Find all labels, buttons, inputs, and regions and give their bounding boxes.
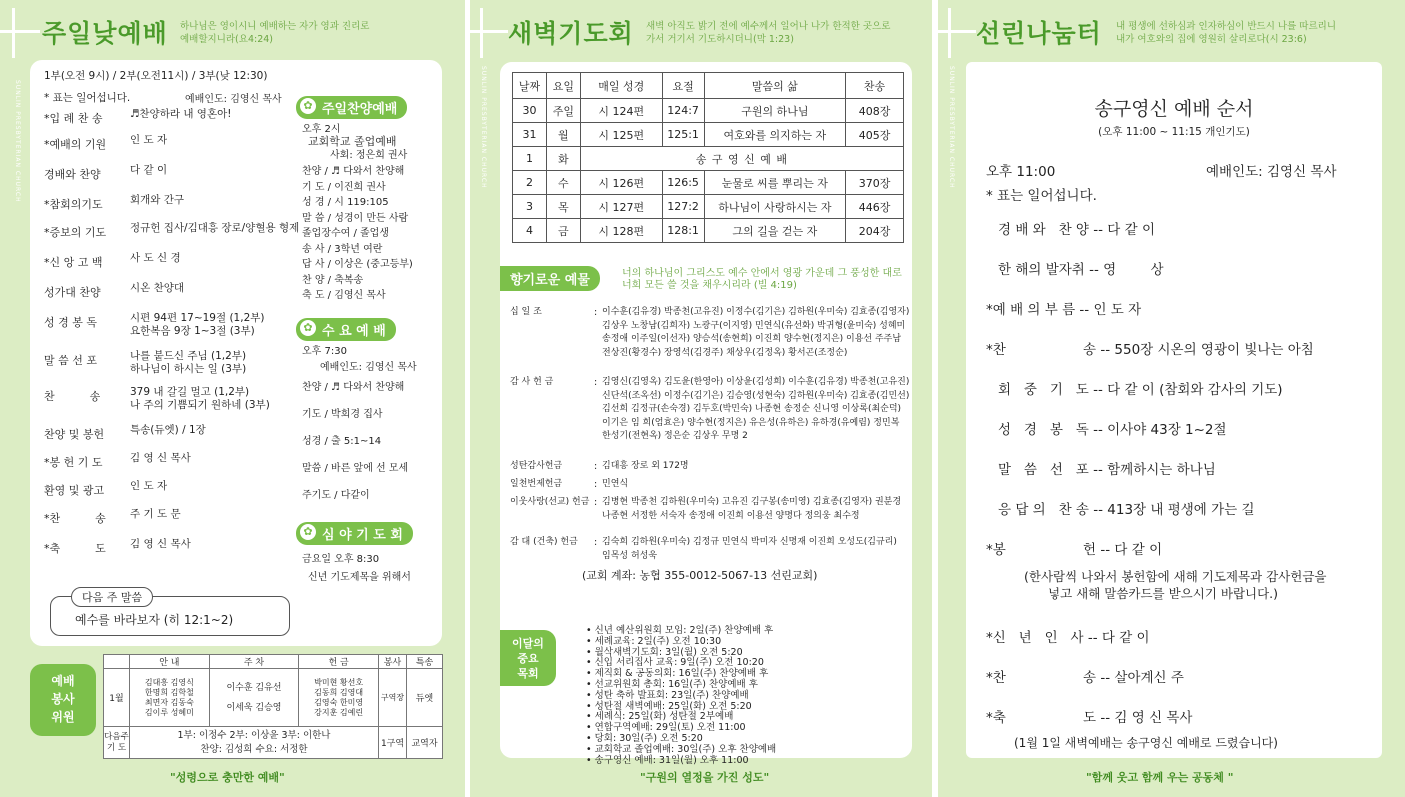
worship-leader: 예배인도: 김영신 목사 <box>1206 164 1337 180</box>
colon: : <box>594 377 598 388</box>
order-label: 찬양 및 봉헌 <box>44 428 105 441</box>
table-cell: 시 128편 <box>580 219 662 243</box>
sunday-praise-event: 교회학교 졸업예배 <box>308 135 397 148</box>
offering-names: 김숙희 김하원(우미숙) 김정규 민연식 박미자 신명재 이진희 오성도(김규리) <box>602 537 897 547</box>
worship-leader: 예배인도: 김영신 목사 <box>185 94 282 105</box>
offering-label: 십 일 조 <box>510 307 542 317</box>
sunday-praise-badge: ✿ 주일찬양예배 <box>296 96 407 119</box>
offering-verse: 너의 하나님이 그리스도 예수 안에서 영광 가운데 그 풍성한 대로 너희 모든 쓸 것을 채우시리라 (빌 4:19) <box>622 268 902 291</box>
order-value: 인 도 자 <box>130 134 168 146</box>
table-row <box>513 147 904 171</box>
month-item: • 연합구역예배: 29일(토) 오전 11:00 <box>586 722 746 734</box>
order-item: *신 년 인 사 -- 다 같 이 <box>986 630 1150 646</box>
table-cell: 목 <box>546 195 580 219</box>
table-cell: 30 <box>513 99 547 123</box>
sunday-praise-item: 찬양 / ♬ 다와서 찬양해 <box>302 166 405 177</box>
card-subtitle: (오후 11:00 ~ 11:15 개인기도) <box>1098 126 1250 138</box>
order-label: *신 앙 고 백 <box>44 256 103 269</box>
table-row <box>513 171 904 195</box>
table-cell: 2 <box>513 171 547 195</box>
colon: : <box>594 497 598 508</box>
order-value: 다 같 이 <box>130 164 168 176</box>
order-item: 응 답 의 찬 송 -- 413장 내 평생에 가는 길 <box>998 502 1255 518</box>
order-label: *예배의 기원 <box>44 138 107 151</box>
closing-note: (1월 1일 새벽예배는 송구영신 예배로 드렸습니다) <box>1014 736 1278 750</box>
wednesday-badge: ✿ 수 요 예 배 <box>296 318 396 341</box>
order-item: *찬 송 -- 살아계신 주 <box>986 670 1184 686</box>
header-verse: 하나님은 영이시니 예배하는 자가 영과 진리로 예배할지니라(요4:24) <box>180 21 370 45</box>
offering-names: 이기은 임 희(엄효은) 양수현(정지은) 유은성(유하은) 유하경(유예림) 정민복 <box>602 417 900 428</box>
order-label: 성가대 찬양 <box>44 286 101 299</box>
order-item: *축 도 -- 김 영 신 목사 <box>986 710 1193 726</box>
table-cell: 하나님이 사랑하시는 자 <box>704 195 846 219</box>
duty-title: 예배 봉사 위원 <box>30 664 96 736</box>
page-title: 선린나눔터 <box>976 19 1102 48</box>
wednesday-item: 찬양 / ♬ 다와서 찬양해 <box>302 382 405 393</box>
wednesday-item: 말씀 / 바른 앞에 선 모세 <box>302 463 409 474</box>
cross-icon-bar <box>0 30 40 33</box>
page-title: 주일낮예배 <box>42 19 168 48</box>
order-value: 정규헌 집사/김대흥 장로/양혈용 형제 <box>130 222 300 234</box>
order-label: 찬 송 <box>44 390 101 403</box>
wednesday-item: 성경 / 출 5:1~14 <box>302 436 382 447</box>
table-cell: 1 <box>513 147 547 171</box>
order-value: 김 영 신 목사 <box>130 538 191 550</box>
order-label: *참회의기도 <box>44 198 103 211</box>
side-church-name: SUNLIN PRESBYTERIAN CHURCH <box>948 66 955 189</box>
table-cell: 수 <box>546 171 580 195</box>
order-value: 회개와 간구 <box>130 194 185 206</box>
month-item: • 선교위원회 총회: 16일(주) 찬양예배 후 <box>586 678 758 690</box>
table-cell: 128:1 <box>662 219 704 243</box>
table-cell: 주일 <box>546 99 580 123</box>
order-value: 시온 찬양대 <box>130 282 185 294</box>
duty-table: 안 내 주 차 헌 금 봉사 특송 1월 김대흥 김영식 한명희 김학철 최면자 김동숙 김이루 성혜미 이수훈 김유선 이세욱 김승영 박미현 황선호 김동희 김영대 김영숙 한미영 강지훈 김예린 구역장 듀엣 다음주 기 도 1부: 이정수 2부: 이상윤 3부: 이한나 찬양: 김성희 수요: 서정한 1구역 교역자 <box>103 654 443 759</box>
offering-title: 향기로운 예물 <box>500 266 600 291</box>
stand-note: * 표는 일어섭니다. <box>986 188 1097 204</box>
table-header: 매일 성경 <box>580 73 662 99</box>
offering-label: 성탄감사헌금 <box>510 461 563 471</box>
table-cell: 금 <box>546 219 580 243</box>
table-row <box>513 99 904 123</box>
month-item: • 당회: 30일(주) 오전 5:20 <box>586 732 703 744</box>
cross-icon <box>480 8 483 58</box>
order-label: 말 씀 선 포 <box>44 354 97 367</box>
order-label: 경배와 찬양 <box>44 168 101 181</box>
offering-label: 감 대 (건축) 헌금 <box>510 537 578 547</box>
dawn-card <box>500 62 912 766</box>
colon: : <box>594 537 598 548</box>
table-cell: 시 125편 <box>580 123 662 147</box>
header-verse: 내 평생에 선하심과 인자하심이 반드시 나를 따르리니 내가 여호와의 집에 영원히 살리로다(시 23:6) <box>1116 21 1337 45</box>
stand-note: * 표는 일어섭니다. <box>44 92 131 104</box>
table-cell: 시 126편 <box>580 171 662 195</box>
offering-label: 일천번제헌금 <box>510 479 563 489</box>
next-week-box <box>50 591 290 636</box>
sunday-praise-item: 졸업장수여 / 졸업생 <box>302 228 390 239</box>
worship-order-card <box>30 60 442 646</box>
table-cell-merged: 송 구 영 신 예 배 <box>580 147 903 171</box>
month-item: • 세례식: 25일(화) 성탄절 2부예배 <box>586 711 734 723</box>
sunday-praise-item: 송 사 / 3학년 여란 <box>302 243 383 255</box>
wednesday-time: 오후 7:30 <box>302 346 347 357</box>
offering-names: 전상진(황경수) 장영석(김경주) 채상우(김정옥) 황서곤(조정순) <box>602 347 848 358</box>
table-cell: 405장 <box>846 123 904 147</box>
bank-account: (교회 계좌: 농협 355-0012-5067-13 선린교회) <box>582 569 818 582</box>
table-header: 요일 <box>546 73 580 99</box>
table-cell: 3 <box>513 195 547 219</box>
side-church-name: SUNLIN PRESBYTERIAN CHURCH <box>480 66 487 189</box>
table-header: 요절 <box>662 73 704 99</box>
table-cell: 127:2 <box>662 195 704 219</box>
table-cell: 408장 <box>846 99 904 123</box>
order-value: 인 도 자 <box>130 480 168 492</box>
service-times: 1부(오전 9시) / 2부(오전11시) / 3부(낮 12:30) <box>44 70 268 82</box>
offering-label: 이웃사랑(선교) 헌금 <box>510 497 590 507</box>
new-year-card <box>966 62 1382 758</box>
table-cell: 시 124편 <box>580 99 662 123</box>
table-cell: 눈물로 씨를 뿌리는 자 <box>704 171 846 195</box>
panel-sharing <box>938 0 1405 797</box>
night-prayer-badge: ✿ 심 야 기 도 회 <box>296 522 413 545</box>
next-week-label: 다음 주 말씀 <box>71 587 153 607</box>
order-item: *예 배 의 부 름 -- 인 도 자 <box>986 302 1142 318</box>
table-cell: 시 127편 <box>580 195 662 219</box>
table-cell: 125:1 <box>662 123 704 147</box>
order-label: *봉 헌 기 도 <box>44 456 103 469</box>
month-item: • 신입 서리집사 교육: 9일(주) 오전 10:20 <box>586 657 764 669</box>
table-cell: 4 <box>513 219 547 243</box>
order-value: 주 기 도 문 <box>130 508 181 520</box>
sunday-praise-item: 성 경 / 시 119:105 <box>302 197 389 208</box>
service-time: 오후 11:00 <box>986 164 1056 180</box>
night-prayer-desc: 신년 기도제목을 위해서 <box>308 572 411 583</box>
wednesday-item: 기도 / 박희경 집사 <box>302 409 383 420</box>
offering-names: 신단석(조옥선) 이정수(김기은) 김승영(성현숙) 김하원(우미숙) 김효종(김민선) <box>602 390 910 401</box>
order-label: *증보의 기도 <box>44 226 107 239</box>
colon: : <box>594 307 598 318</box>
page-title: 새벽기도회 <box>508 19 634 48</box>
table-header: 날짜 <box>513 73 547 99</box>
month-item: • 송구영신 예배: 31일(월) 오후 11:00 <box>586 754 749 766</box>
header-verse: 새벽 아직도 밝기 전에 예수께서 일어나 나가 한적한 곳으로 가서 거기서 기도하시더니(막 1:23) <box>646 21 891 45</box>
footer-motto: "구원의 열정을 가진 성도" <box>640 771 770 784</box>
offering-names: 민연식 <box>602 479 629 489</box>
offering-names: 나종현 서정한 서숙자 송정애 이진희 이용선 양명다 정의웅 최수정 <box>602 510 860 521</box>
table-cell: 126:5 <box>662 171 704 195</box>
bible-schedule-table <box>512 72 904 243</box>
cross-icon-bar <box>938 30 976 33</box>
sunday-praise-item: 찬 양 / 축복송 <box>302 274 364 286</box>
order-label: *찬 송 <box>44 512 106 525</box>
next-week-text: 예수를 바라보자 (히 12:1~2) <box>75 613 234 627</box>
table-cell: 월 <box>546 123 580 147</box>
order-value: 특송(듀엣) / 1장 <box>130 424 206 436</box>
table-cell: 구원의 하나님 <box>704 99 846 123</box>
sunday-praise-item: 답 사 / 이상은 (중고등부) <box>302 259 413 270</box>
order-value: 사 도 신 경 <box>130 252 181 264</box>
panel-sunday-worship <box>0 0 465 797</box>
hands-icon: ✿ <box>300 320 316 336</box>
cross-icon <box>948 8 951 58</box>
table-row <box>513 219 904 243</box>
order-label: 환영 및 광고 <box>44 484 105 497</box>
table-header: 말씀의 삶 <box>704 73 846 99</box>
sunday-praise-host: 사회: 정은희 권사 <box>330 150 408 161</box>
colon: : <box>594 461 598 472</box>
order-value: 379 내 갈길 멀고 (1,2부) 나 주의 기쁨되기 원하네 (3부) <box>130 386 270 411</box>
table-cell: 31 <box>513 123 547 147</box>
order-value: 시편 94편 17~19절 (1,2부) 요한복음 9장 1~3절 (3부) <box>130 312 265 337</box>
order-value: 나를 붙드신 주님 (1,2부) 하나님이 하시는 일 (3부) <box>130 350 247 375</box>
offering-names: 한성기(전현옥) 정은순 김상우 무명 2 <box>602 431 748 442</box>
table-header: 찬송 <box>846 73 904 99</box>
night-prayer-time: 금요일 오후 8:30 <box>302 554 380 565</box>
order-label: *입 례 찬 송 <box>44 112 103 125</box>
table-cell: 124:7 <box>662 99 704 123</box>
side-church-name: SUNLIN PRESBYTERIAN CHURCH <box>14 80 21 203</box>
month-item: • 교회학교 졸업예배: 30일(주) 오후 찬양예배 <box>586 743 777 755</box>
table-cell: 204장 <box>846 219 904 243</box>
offering-names: 송정애 이주일(이선자) 양승석(송현희) 이진희 양수현(정지은) 이용선 주주남 <box>602 334 902 345</box>
month-item: • 세례교육: 2일(주) 오전 10:30 <box>586 635 722 647</box>
sunday-praise-item: 말 씀 / 성경이 만든 사람 <box>302 212 409 224</box>
offering-names: 김선희 김정규(손숙경) 김두호(박민숙) 나종현 송정순 신니영 이상록(최순덕) <box>602 404 902 415</box>
order-item: 성 경 봉 독 -- 이사야 43장 1~2절 <box>998 422 1227 438</box>
hands-icon: ✿ <box>300 98 316 114</box>
order-item: 경 배 와 찬 양 -- 다 같 이 <box>998 222 1155 238</box>
panel-dawn-prayer <box>470 0 932 797</box>
order-label: *축 도 <box>44 542 106 555</box>
offering-names: 임목성 허성욱 <box>602 550 658 561</box>
sunday-praise-item: 기 도 / 이진희 권사 <box>302 181 386 193</box>
table-row <box>513 195 904 219</box>
table-cell: 446장 <box>846 195 904 219</box>
sunday-praise-time: 오후 2시 <box>302 124 341 135</box>
month-item: • 신년 예산위원회 모임: 2일(주) 찬양예배 후 <box>586 625 774 636</box>
table-cell: 화 <box>546 147 580 171</box>
order-item: 한 해의 발자취 -- 영 상 <box>998 262 1164 278</box>
month-item: • 성탄절 새벽예배: 25일(화) 오전 5:20 <box>586 700 752 712</box>
sunday-praise-item: 축 도 / 김영신 목사 <box>302 290 386 301</box>
cross-icon <box>12 8 15 58</box>
wednesday-item: 주기도 / 다같이 <box>302 490 370 501</box>
cross-icon-bar <box>470 30 508 33</box>
offering-names: 김병현 박종천 김하원(우미숙) 고유진 김구봉(송미영) 김효종(김영자) 권분경 <box>602 497 902 507</box>
footer-motto: "함께 웃고 함께 우는 공동체 " <box>1086 771 1234 784</box>
order-item: *봉 헌 -- 다 같 이 <box>986 542 1163 558</box>
month-item: • 제직회 & 공동의회: 16일(주) 찬양예배 후 <box>586 668 769 680</box>
offering-names: 김상우 노창남(김희자) 노광구(이지영) 민연식(유선화) 박귀형(윤미숙) 성혜미 <box>602 320 906 331</box>
colon: : <box>594 479 598 490</box>
footer-motto: "성령으로 충만한 예배" <box>170 771 285 784</box>
order-value: ♬찬양하라 내 영혼아! <box>130 108 232 120</box>
month-item: • 성탄 축하 발표회: 23일(주) 찬양예배 <box>586 689 749 701</box>
order-item: 회 중 기 도 -- 다 같 이 (참회와 감사의 기도) <box>998 382 1283 398</box>
table-cell: 여호와를 의지하는 자 <box>704 123 846 147</box>
offering-names: 김영신(김영옥) 김도윤(한영아) 이상윤(김성희) 이수훈(김유경) 박종천(고유진) <box>602 377 910 387</box>
wednesday-leader: 예배인도: 김영신 목사 <box>320 362 417 373</box>
month-item: • 월삭새벽기도회: 3일(월) 오전 5:20 <box>586 646 743 658</box>
month-schedule-list <box>586 626 776 766</box>
offering-names: 이수훈(김유경) 박종천(고유진) 이정수(김기은) 김하원(우미숙) 김효종(김영자) <box>602 307 910 317</box>
order-label: 성 경 봉 독 <box>44 316 97 329</box>
order-value: 김 영 신 목사 <box>130 452 191 464</box>
hands-icon: ✿ <box>300 524 316 540</box>
offering-label: 감 사 헌 금 <box>510 377 554 387</box>
table-cell: 370장 <box>846 171 904 195</box>
month-title: 이달의 중요 목회 <box>500 630 556 686</box>
offering-names: 김대흥 장로 외 172명 <box>602 461 689 471</box>
offering-note: (한사람씩 나와서 봉헌함에 새해 기도제목과 감사헌금을 넣고 새해 말씀카드를 받으시기 바랍니다.) <box>1024 569 1327 601</box>
order-item: 말 씀 선 포 -- 함께하시는 하나님 <box>998 462 1216 478</box>
order-item: *찬 송 -- 550장 시온의 영광이 빛나는 아침 <box>986 342 1314 358</box>
card-title: 송구영신 예배 순서 <box>1094 98 1254 120</box>
table-cell: 그의 길을 걷는 자 <box>704 219 846 243</box>
table-row <box>513 123 904 147</box>
